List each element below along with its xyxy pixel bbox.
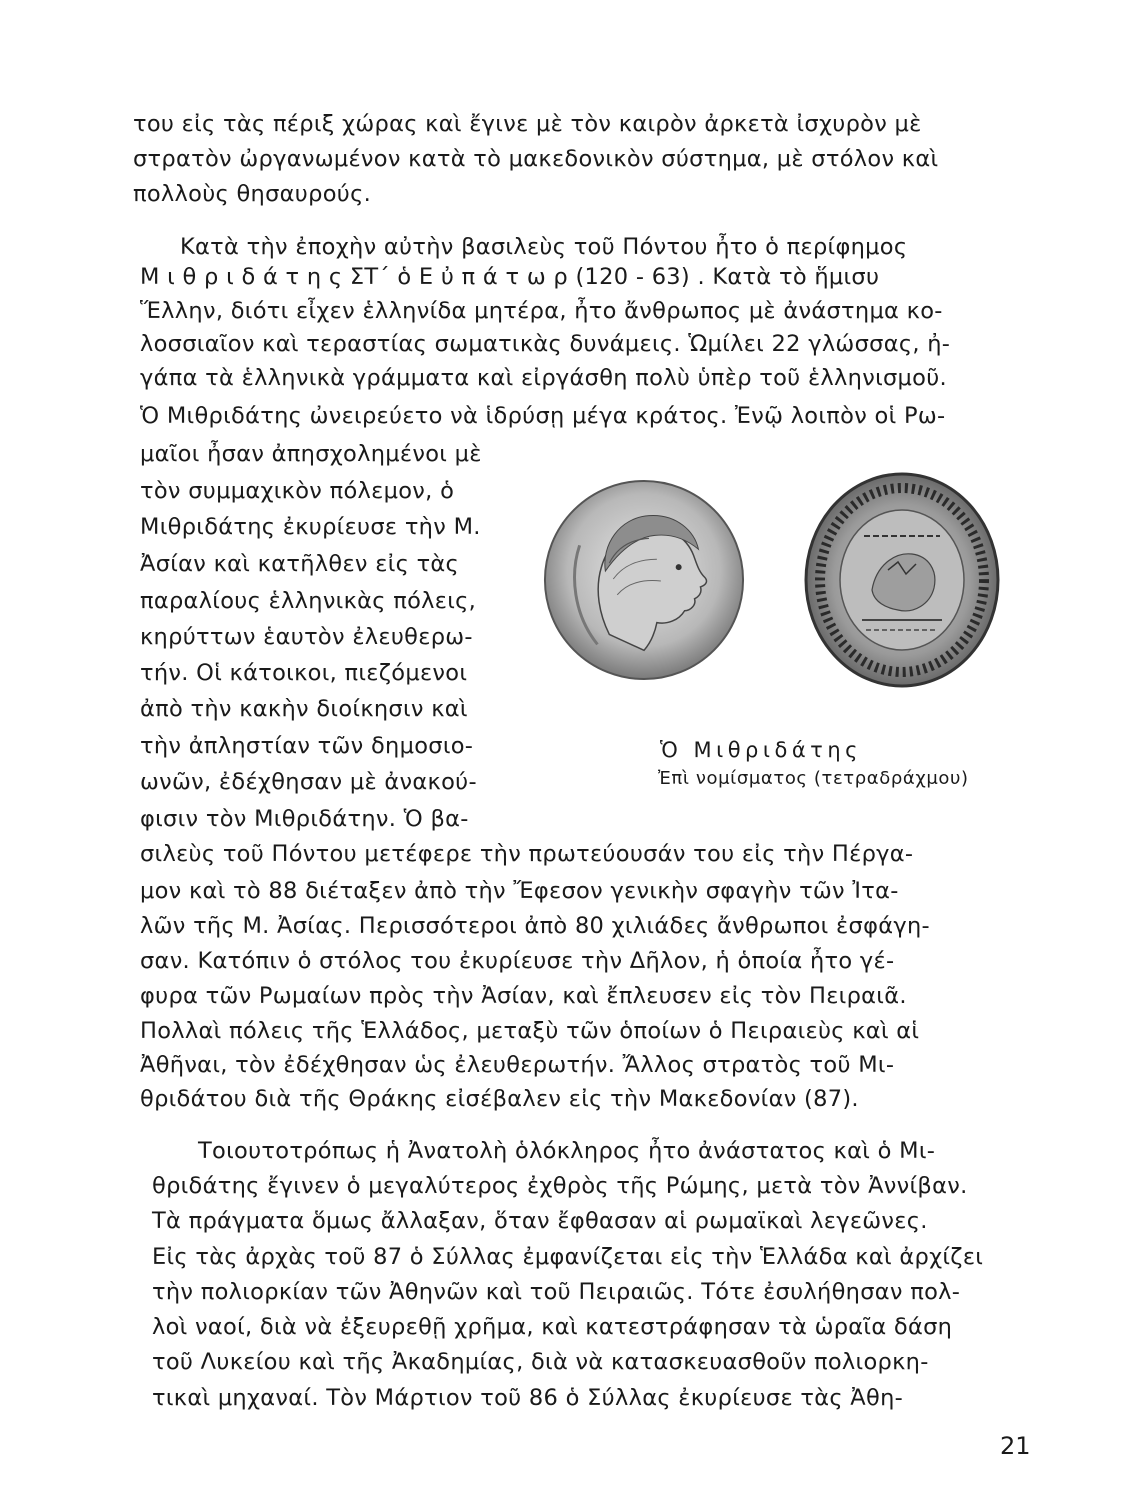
text-line: μαῖοι ἦσαν ἀπησχολημένοι μὲ — [140, 441, 482, 467]
text-line: Τὰ πράγματα ὅμως ἄλλαξαν, ὅταν ἔφθασαν αἱ ρωμαϊκαὶ λεγεῶνες. — [152, 1208, 928, 1234]
text-line: λοσσιαῖον καὶ τεραστίας σωματικὰς δυνάμεις. Ὡμίλει 22 γλώσσας, ἠ- — [140, 331, 951, 357]
text-line: φυρα τῶν Ρωμαίων πρὸς τὴν Ἀσίαν, καὶ ἔπλευσεν εἰς τὸν Πειραιᾶ. — [140, 983, 907, 1009]
text-line: του εἰς τὰς πέριξ χώρας καὶ ἔγινε μὲ τὸν καιρὸν ἀρκετὰ ἰσχυρὸν μὲ — [133, 111, 922, 137]
page-number: 21 — [1000, 1432, 1031, 1460]
text-line: Πολλαὶ πόλεις τῆς Ἑλλάδος, μεταξὺ τῶν ὁποίων ὁ Πειραιεὺς καὶ αἱ — [140, 1018, 920, 1044]
text-line: Ἀσίαν καὶ κατῆλθεν εἰς τὰς — [140, 551, 460, 577]
coin-obverse-portrait — [540, 470, 748, 690]
text-line: φισιν τὸν Μιθριδάτην. Ὁ βα- — [140, 806, 469, 832]
text-line: Ἀθῆναι, τὸν ἐδέχθησαν ὡς ἐλευθερωτήν. Ἄλλος στρατὸς τοῦ Μι- — [140, 1052, 895, 1078]
coin-reverse — [802, 470, 1002, 690]
text-line: θριδάτης ἔγινεν ὁ μεγαλύτερος ἐχθρὸς τῆς Ρώμης, μετὰ τὸν Ἀννίβαν. — [152, 1173, 968, 1199]
figure-caption-text: Ἐπὶ νομίσματος (τετραδράχμου) — [658, 768, 969, 789]
text-line: Τοιουτοτρόπως ἡ Ἀνατολὴ ὁλόκληρος ἦτο ἀνάστατος καὶ ὁ Μι- — [198, 1138, 936, 1164]
text-line: σιλεὺς τοῦ Πόντου μετέφερε τὴν πρωτεύουσάν του εἰς τὴν Πέργα- — [140, 841, 914, 867]
coin-figure — [540, 470, 1010, 710]
text-line: κηρύττων ἑαυτὸν ἐλευθερω- — [140, 624, 473, 650]
figure-caption-name: Ὁ Μιθριδάτης — [660, 738, 862, 762]
text-line: Εἰς τὰς ἀρχὰς τοῦ 87 ὁ Σύλλας ἐμφανίζεται εἰς τὴν Ἑλλάδα καὶ ἀρχίζει — [152, 1244, 984, 1270]
text-line: γάπα τὰ ἑλληνικὰ γράμματα καὶ εἰργάσθη πολὺ ὑπὲρ τοῦ ἑλληνισμοῦ. — [140, 365, 947, 391]
text-line: Ὁ Μιθριδάτης ὠνειρεύετο νὰ ἱδρύσῃ μέγα κράτος. Ἐνῷ λοιπὸν οἱ Ρω- — [140, 403, 946, 429]
text-line: πολλοὺς θησαυρούς. — [133, 181, 372, 207]
text-line: ἀπὸ τὴν κακὴν διοίκησιν καὶ — [140, 696, 468, 722]
text-line: τὸν συμμαχικὸν πόλεμον, ὁ — [140, 478, 455, 504]
text-line: σαν. Κατόπιν ὁ στόλος του ἐκυρίευσε τὴν Δῆλον, ἡ ὁποία ἦτο γέ- — [140, 948, 895, 974]
text-line: τήν. Οἱ κάτοικοι, πιεζόμενοι — [140, 660, 468, 686]
text-line: λοὶ ναοί, διὰ νὰ ἐξευρεθῇ χρῆμα, καὶ κατεστράφησαν τὰ ὡραῖα δάση — [152, 1314, 953, 1340]
text-line: λῶν τῆς Μ. Ἀσίας. Περισσότεροι ἀπὸ 80 χιλιάδες ἄνθρωποι ἐσφάγη- — [140, 913, 930, 939]
text-line: Ἕλλην, διότι εἶχεν ἑλληνίδα μητέρα, ἦτο ἄνθρωπος μὲ ἀνάστημα κο- — [140, 298, 943, 324]
text-line: τοῦ Λυκείου καὶ τῆς Ἀκαδημίας, διὰ νὰ κατασκευασθοῦν πολιορκη- — [152, 1349, 929, 1375]
text-line: παραλίους ἑλληνικὰς πόλεις, — [140, 588, 477, 614]
text-line: Μιθριδάτης ἐκυρίευσε τὴν Μ. — [140, 514, 481, 540]
text-line: στρατὸν ὠργανωμένον κατὰ τὸ μακεδονικὸν σύστημα, μὲ στόλον καὶ — [133, 146, 939, 172]
text-line: τὴν ἀπληστίαν τῶν δημοσιο- — [140, 733, 474, 759]
text-line: Κατὰ τὴν ἐποχὴν αὐτὴν βασιλεὺς τοῦ Πόντου ἦτο ὁ περίφημος — [180, 234, 908, 260]
text-line: τὴν πολιορκίαν τῶν Ἀθηνῶν καὶ τοῦ Πειραιῶς. Τότε ἐσυλήθησαν πολ- — [152, 1279, 961, 1305]
text-line: ωνῶν, ἐδέχθησαν μὲ ἀνακού- — [140, 769, 477, 795]
text-line: μον καὶ τὸ 88 διέταξεν ἀπὸ τὴν Ἔφεσον γενικὴν σφαγὴν τῶν Ἰτα- — [140, 878, 899, 904]
text-line: τικαὶ μηχαναί. Τὸν Μάρτιον τοῦ 86 ὁ Σύλλας ἐκυρίευσε τὰς Ἀθη- — [152, 1385, 904, 1411]
text-line: Μ ι θ ρ ι δ ά τ η ς ΣΤ΄ ὁ Ε ὐ π ά τ ω ρ (120 - 63) . Κατὰ τὸ ἥμισυ — [140, 264, 880, 290]
text-line: θριδάτου διὰ τῆς Θράκης εἰσέβαλεν εἰς τὴν Μακεδονίαν (87). — [140, 1086, 859, 1112]
